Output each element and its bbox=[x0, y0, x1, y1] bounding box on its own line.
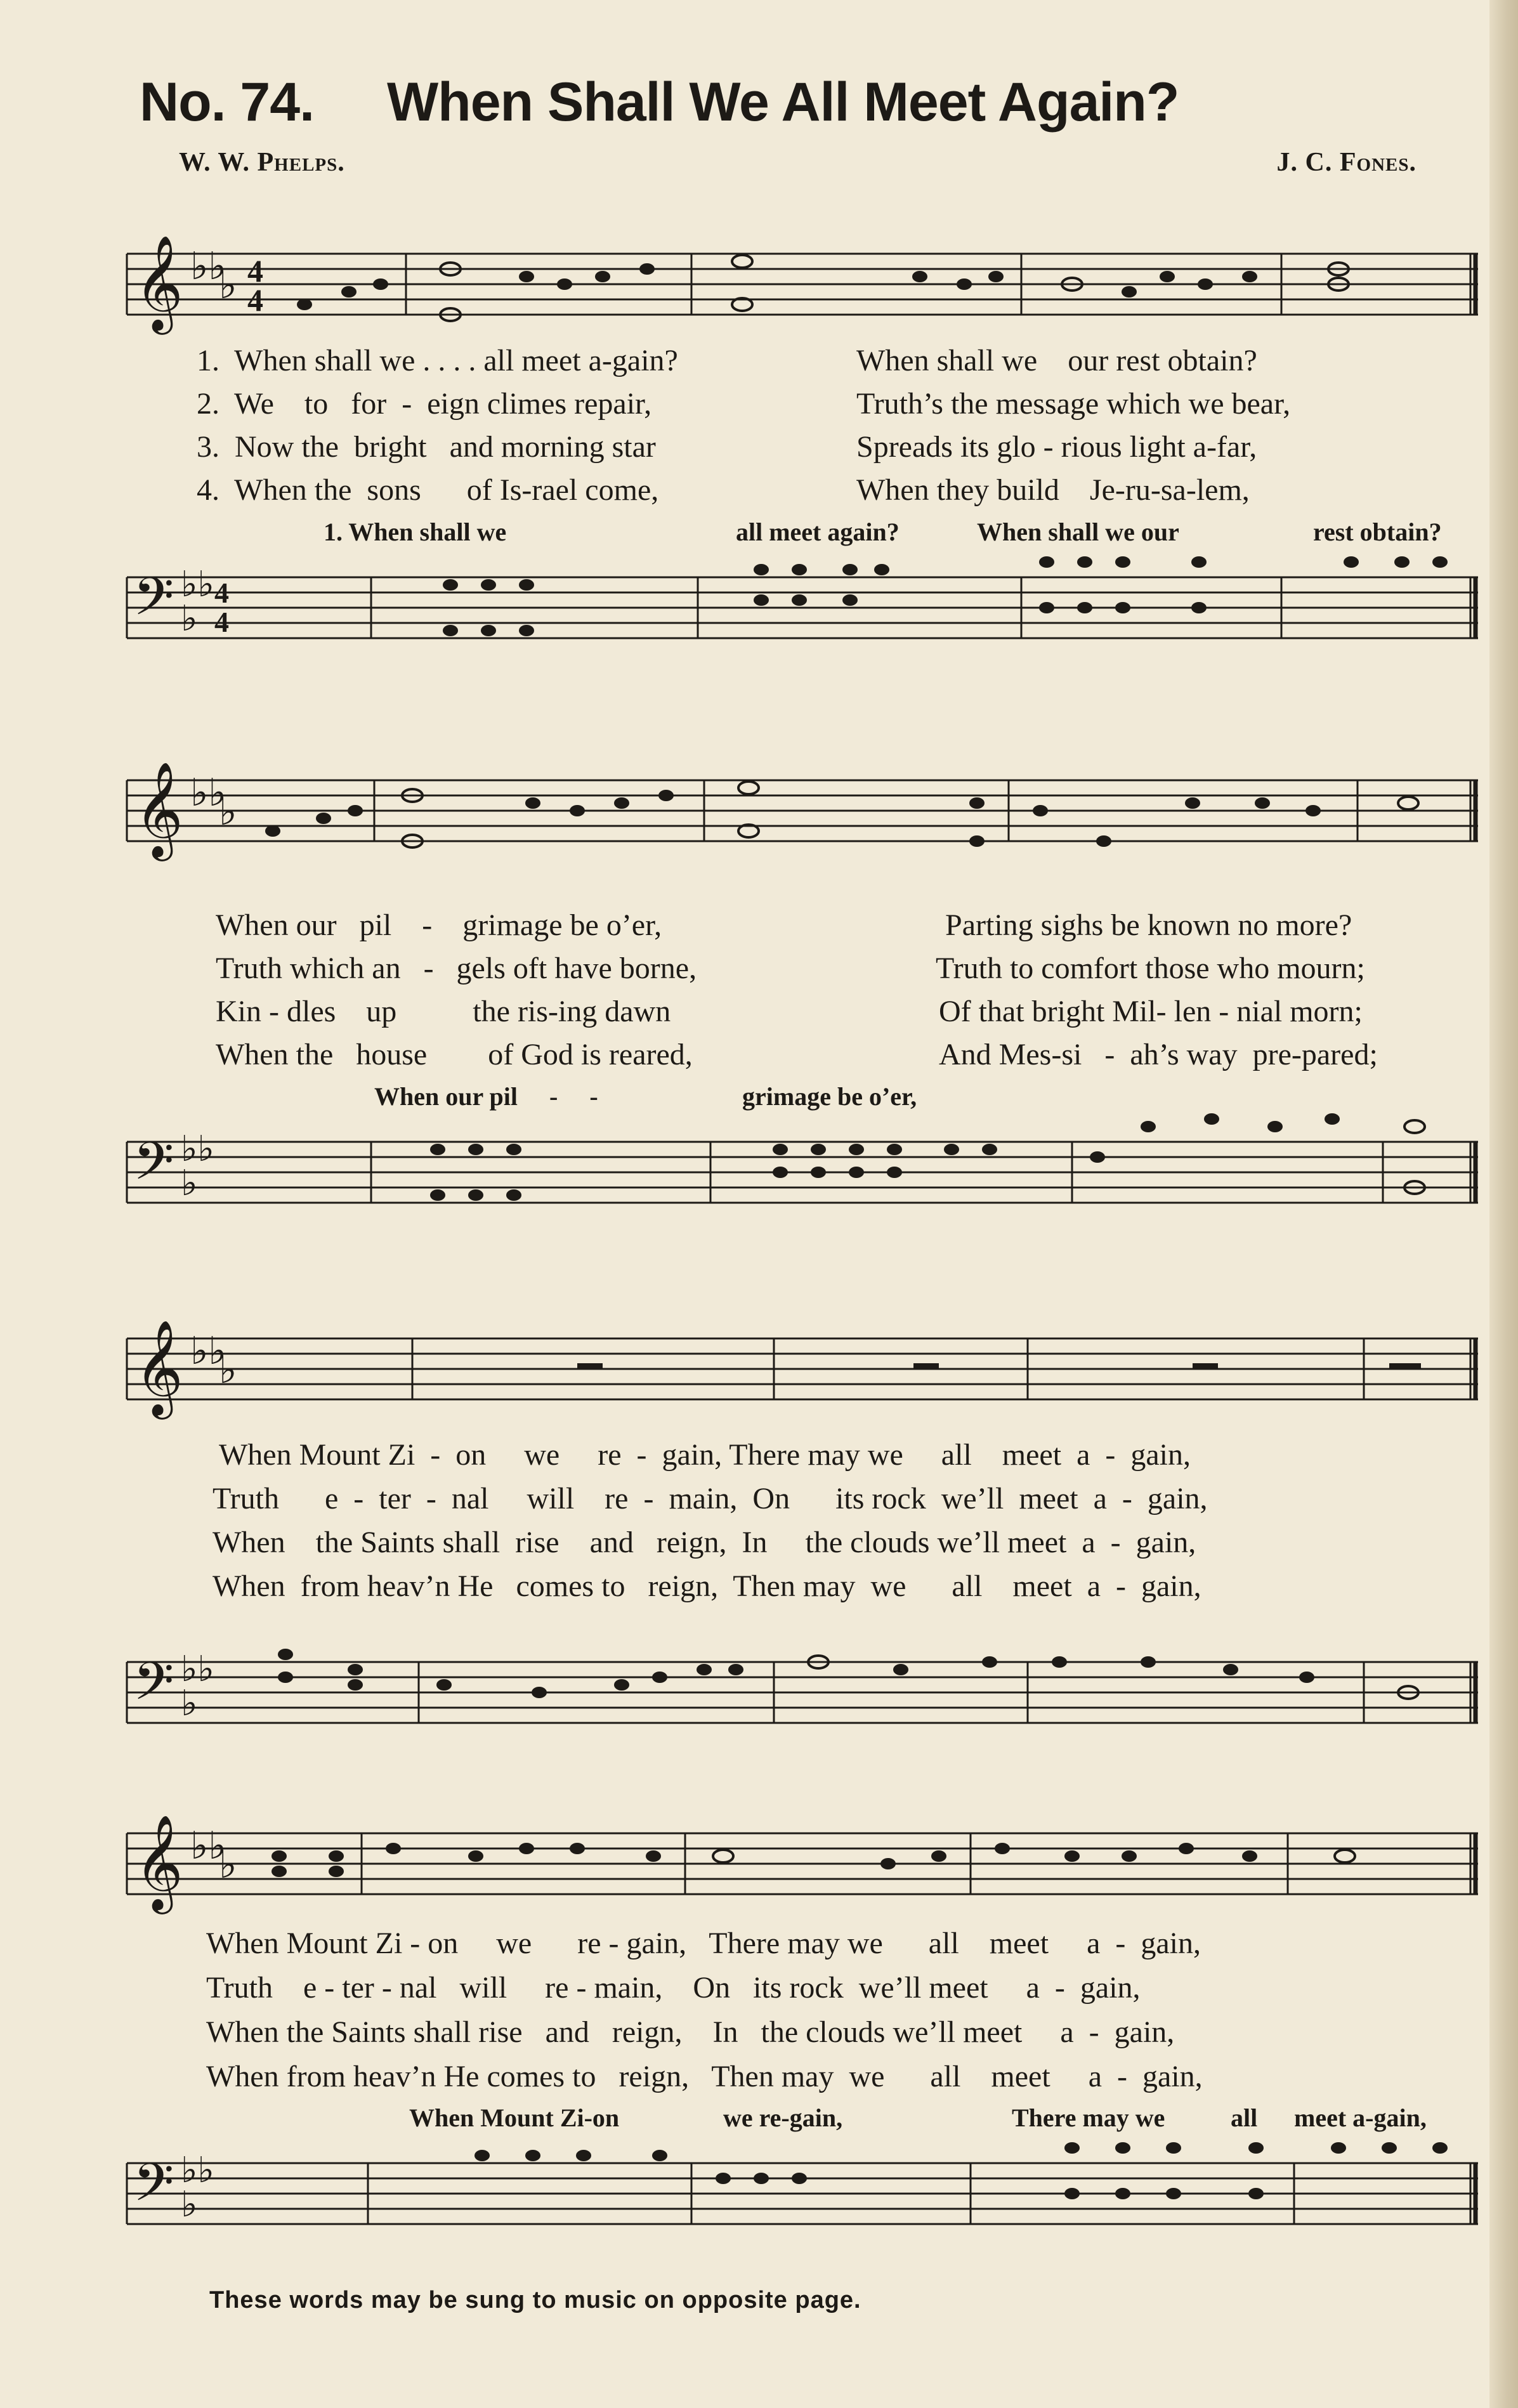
verse-3-left: 3. Now the bright and morning star bbox=[197, 430, 656, 464]
bass-staff bbox=[121, 1110, 1478, 1250]
svg-text:𝄞: 𝄞 bbox=[134, 234, 183, 330]
hymn-title: When Shall We All Meet Again? bbox=[387, 72, 1179, 133]
treble-staff-lines bbox=[121, 1795, 1478, 1935]
bass-staff bbox=[121, 2131, 1478, 2271]
svg-text:4: 4 bbox=[214, 577, 229, 609]
svg-text:4: 4 bbox=[214, 606, 229, 638]
verse-1-right: When shall we our rest obtain? bbox=[856, 344, 1257, 377]
verse-4-left: 4. When the sons of Is-rael come, bbox=[197, 473, 659, 507]
svg-text:♭♭: ♭♭ bbox=[181, 565, 214, 605]
composer-credit: J. C. Fones. bbox=[1276, 148, 1417, 177]
verse-1-right: Parting sighs be known no more? bbox=[945, 908, 1352, 942]
verse-1-line: When Mount Zi - on we re - gain, There may we all meet a - gain, bbox=[219, 1438, 1191, 1472]
bass-cue-2: all meet again? bbox=[736, 518, 900, 546]
svg-text:♭♭: ♭♭ bbox=[190, 772, 226, 814]
verse-4-right: When they build Je-ru-sa-lem, bbox=[856, 473, 1250, 507]
bass-cue-1: When our pil - - bbox=[374, 1082, 598, 1111]
verse-3-line: When the Saints shall rise and reign, In the clouds we’ll meet a - gain, bbox=[206, 2015, 1175, 2049]
page-edge bbox=[1489, 0, 1518, 2408]
bass-cue-3: When shall we our bbox=[977, 518, 1179, 546]
bass-staff bbox=[121, 1630, 1478, 1770]
hymn-title-line bbox=[140, 71, 1281, 134]
verse-2-line: Truth e - ter - nal will re - main, On its rock we’ll meet a - gain, bbox=[213, 1482, 1208, 1515]
verse-2-right: Truth’s the message which we bear, bbox=[856, 387, 1291, 421]
svg-text:♭: ♭ bbox=[219, 1349, 237, 1391]
treble-staff bbox=[121, 742, 1478, 882]
system-4 bbox=[121, 1795, 1478, 2277]
treble-staff bbox=[121, 216, 1478, 355]
verse-1-left: When our pil - grimage be o’er, bbox=[216, 908, 662, 942]
verse-4-right: And Mes-si - ah’s way pre-pared; bbox=[939, 1038, 1378, 1071]
verse-2-right: Truth to comfort those who mourn; bbox=[936, 952, 1365, 985]
footnote: These words may be sung to music on opposite page. bbox=[209, 2287, 861, 2313]
svg-text:4: 4 bbox=[247, 253, 263, 289]
svg-text:♭♭: ♭♭ bbox=[190, 1330, 226, 1372]
verse-2-line: Truth e - ter - nal will re - main, On its rock we’ll meet a - gain, bbox=[206, 1971, 1141, 2005]
svg-text:♭: ♭ bbox=[181, 1164, 198, 1203]
system-1 bbox=[121, 190, 1478, 691]
bass-cue-3: There may we bbox=[1012, 2104, 1165, 2132]
verse-3-left: Kin - dles up the ris-ing dawn bbox=[216, 995, 671, 1028]
bass-cue-4: all bbox=[1231, 2104, 1258, 2132]
svg-text:𝄞: 𝄞 bbox=[134, 761, 183, 857]
verse-1-left: 1. When shall we . . . . all meet a-gain? bbox=[197, 344, 678, 377]
verse-4-left: When the house of God is reared, bbox=[216, 1038, 693, 1071]
svg-text:♭♭: ♭♭ bbox=[190, 245, 226, 287]
svg-text:𝄢: 𝄢 bbox=[133, 1130, 174, 1205]
verse-3-line: When the Saints shall rise and reign, In the clouds we’ll meet a - gain, bbox=[213, 1526, 1196, 1559]
svg-text:♭: ♭ bbox=[181, 2185, 198, 2225]
svg-text:𝄞: 𝄞 bbox=[134, 1319, 183, 1415]
bass-cue-2: grimage be o’er, bbox=[742, 1082, 917, 1111]
svg-text:𝄢: 𝄢 bbox=[133, 2152, 174, 2226]
svg-text:𝄢: 𝄢 bbox=[133, 566, 174, 640]
treble-staff-lines bbox=[121, 1300, 1478, 1440]
system-3 bbox=[121, 1300, 1478, 1770]
svg-text:♭♭: ♭♭ bbox=[181, 1650, 214, 1689]
treble-staff bbox=[121, 1300, 1478, 1440]
svg-text:♭: ♭ bbox=[219, 1844, 237, 1886]
treble-staff-lines bbox=[121, 742, 1478, 882]
verse-2-left: 2. We to for - eign climes repair, bbox=[197, 387, 652, 421]
treble-staff-lines bbox=[121, 216, 1478, 355]
treble-staff bbox=[121, 1795, 1478, 1935]
verse-2-left: Truth which an - gels oft have borne, bbox=[216, 952, 697, 985]
svg-text:𝄞: 𝄞 bbox=[134, 1814, 183, 1910]
svg-text:4: 4 bbox=[247, 282, 263, 318]
hymn-number: No. 74. bbox=[140, 72, 314, 133]
bass-cue-2: we re-gain, bbox=[723, 2104, 843, 2132]
svg-text:♭♭: ♭♭ bbox=[181, 1130, 214, 1169]
bass-cue-4: rest obtain? bbox=[1313, 518, 1442, 546]
svg-text:♭: ♭ bbox=[181, 1684, 198, 1724]
bass-staff-lines bbox=[121, 1630, 1478, 1770]
svg-text:𝄢: 𝄢 bbox=[133, 1651, 174, 1725]
lyricist-credit: W. W. Phelps. bbox=[179, 148, 345, 177]
bass-staff-lines bbox=[121, 2131, 1478, 2271]
svg-text:♭♭: ♭♭ bbox=[181, 2151, 214, 2190]
bass-staff-lines bbox=[121, 1110, 1478, 1250]
system-2 bbox=[121, 742, 1478, 1326]
svg-text:♭: ♭ bbox=[181, 599, 198, 639]
bass-cue-1: When Mount Zi-on bbox=[409, 2104, 620, 2132]
svg-text:♭♭: ♭♭ bbox=[190, 1825, 226, 1867]
svg-text:♭: ♭ bbox=[219, 265, 237, 306]
bass-staff-lines bbox=[121, 546, 1478, 685]
verse-4-line: When from heav’n He comes to reign, Then may we all meet a - gain, bbox=[213, 1569, 1201, 1603]
svg-text:♭: ♭ bbox=[219, 791, 237, 833]
verse-3-right: Spreads its glo - rious light a-far, bbox=[856, 430, 1257, 464]
bass-cue-5: meet a-gain, bbox=[1294, 2104, 1427, 2132]
verse-1-line: When Mount Zi - on we re - gain, There may we all meet a - gain, bbox=[206, 1927, 1201, 1960]
verse-3-right: Of that bright Mil- len - nial morn; bbox=[939, 995, 1363, 1028]
bass-staff bbox=[121, 546, 1478, 685]
bass-cue-1: 1. When shall we bbox=[324, 518, 507, 546]
verse-4-line: When from heav’n He comes to reign, Then may we all meet a - gain, bbox=[206, 2060, 1203, 2093]
